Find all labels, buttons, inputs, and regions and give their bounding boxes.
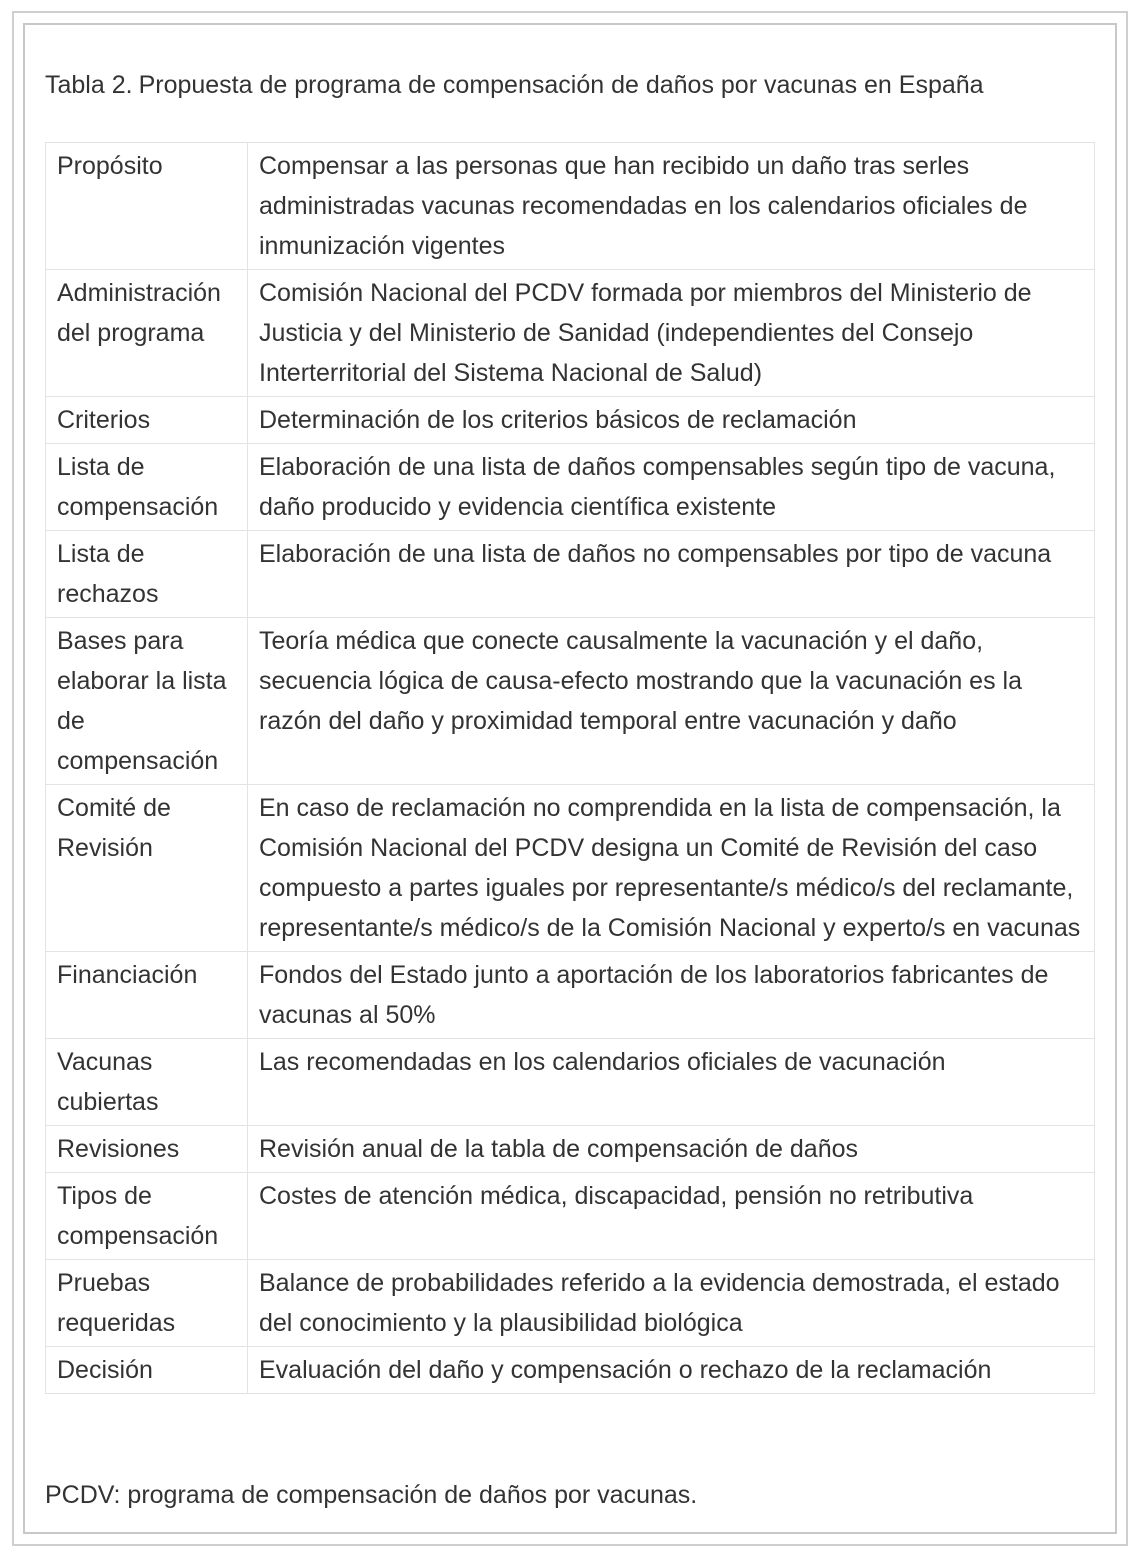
table-row <box>46 1173 1095 1260</box>
table-row <box>46 143 1095 270</box>
row-field: Decisión <box>46 1347 248 1394</box>
table-row <box>46 785 1095 952</box>
table-container <box>12 11 1128 1546</box>
row-field: Criterios <box>46 397 248 444</box>
row-field: Pruebas requeridas <box>46 1260 248 1347</box>
row-value: Determinación de los criterios básicos de reclamación <box>248 397 1095 444</box>
row-field: Lista de compensación <box>46 444 248 531</box>
row-value: Elaboración de una lista de daños compensables según tipo de vacuna, daño producido y evidencia científica existente <box>248 444 1095 531</box>
table-row <box>46 397 1095 444</box>
row-field: Vacunas cubiertas <box>46 1039 248 1126</box>
table-row <box>46 531 1095 618</box>
table-row <box>46 444 1095 531</box>
row-value: Evaluación del daño y compensación o rechazo de la reclamación <box>248 1347 1095 1394</box>
table-row <box>46 1260 1095 1347</box>
row-field: Propósito <box>46 143 248 270</box>
table-row <box>46 1347 1095 1394</box>
table-row <box>46 1039 1095 1126</box>
table-panel <box>23 23 1117 1534</box>
row-field: Lista de rechazos <box>46 531 248 618</box>
table-row <box>46 618 1095 785</box>
row-field: Comité de Revisión <box>46 785 248 952</box>
row-value: Las recomendadas en los calendarios oficiales de vacunación <box>248 1039 1095 1126</box>
row-value: Revisión anual de la tabla de compensación de daños <box>248 1126 1095 1173</box>
row-value: Costes de atención médica, discapacidad, pensión no retributiva <box>248 1173 1095 1260</box>
row-field: Administración del programa <box>46 270 248 397</box>
row-value: Balance de probabilidades referido a la evidencia demostrada, el estado del conocimiento y la plausibilidad biológica <box>248 1260 1095 1347</box>
table-caption <box>45 69 984 101</box>
row-field: Tipos de compensación <box>46 1173 248 1260</box>
table-label: Tabla 2. <box>45 71 133 99</box>
table-title: Propuesta de programa de compensación de daños por vacunas en España <box>138 71 984 99</box>
row-field: Bases para elaborar la lista de compensación <box>46 618 248 785</box>
table-row <box>46 270 1095 397</box>
row-value: Fondos del Estado junto a aportación de los laboratorios fabricantes de vacunas al 50% <box>248 952 1095 1039</box>
table-footnote: PCDV: programa de compensación de daños por vacunas. <box>45 1481 698 1509</box>
row-value: Compensar a las personas que han recibido un daño tras serles administradas vacunas recomendadas en los calendarios oficiales de inmunización vigentes <box>248 143 1095 270</box>
compensation-program-table <box>45 142 1095 1394</box>
row-field: Financiación <box>46 952 248 1039</box>
row-value: En caso de reclamación no comprendida en la lista de compensación, la Comisión Nacional del PCDV designa un Comité de Revisión del caso compuesto a partes iguales por representante/s médico/s del reclamante, representante/s médico/s de la Comisión Nacional y experto/s en vacunas <box>248 785 1095 952</box>
row-value: Teoría médica que conecte causalmente la vacunación y el daño, secuencia lógica de causa-efecto mostrando que la vacunación es la razón del daño y proximidad temporal entre vacunación y daño <box>248 618 1095 785</box>
table-row <box>46 952 1095 1039</box>
row-field: Revisiones <box>46 1126 248 1173</box>
table-row <box>46 1126 1095 1173</box>
row-value: Comisión Nacional del PCDV formada por miembros del Ministerio de Justicia y del Ministerio de Sanidad (independientes del Consejo Interterritorial del Sistema Nacional de Salud) <box>248 270 1095 397</box>
row-value: Elaboración de una lista de daños no compensables por tipo de vacuna <box>248 531 1095 618</box>
